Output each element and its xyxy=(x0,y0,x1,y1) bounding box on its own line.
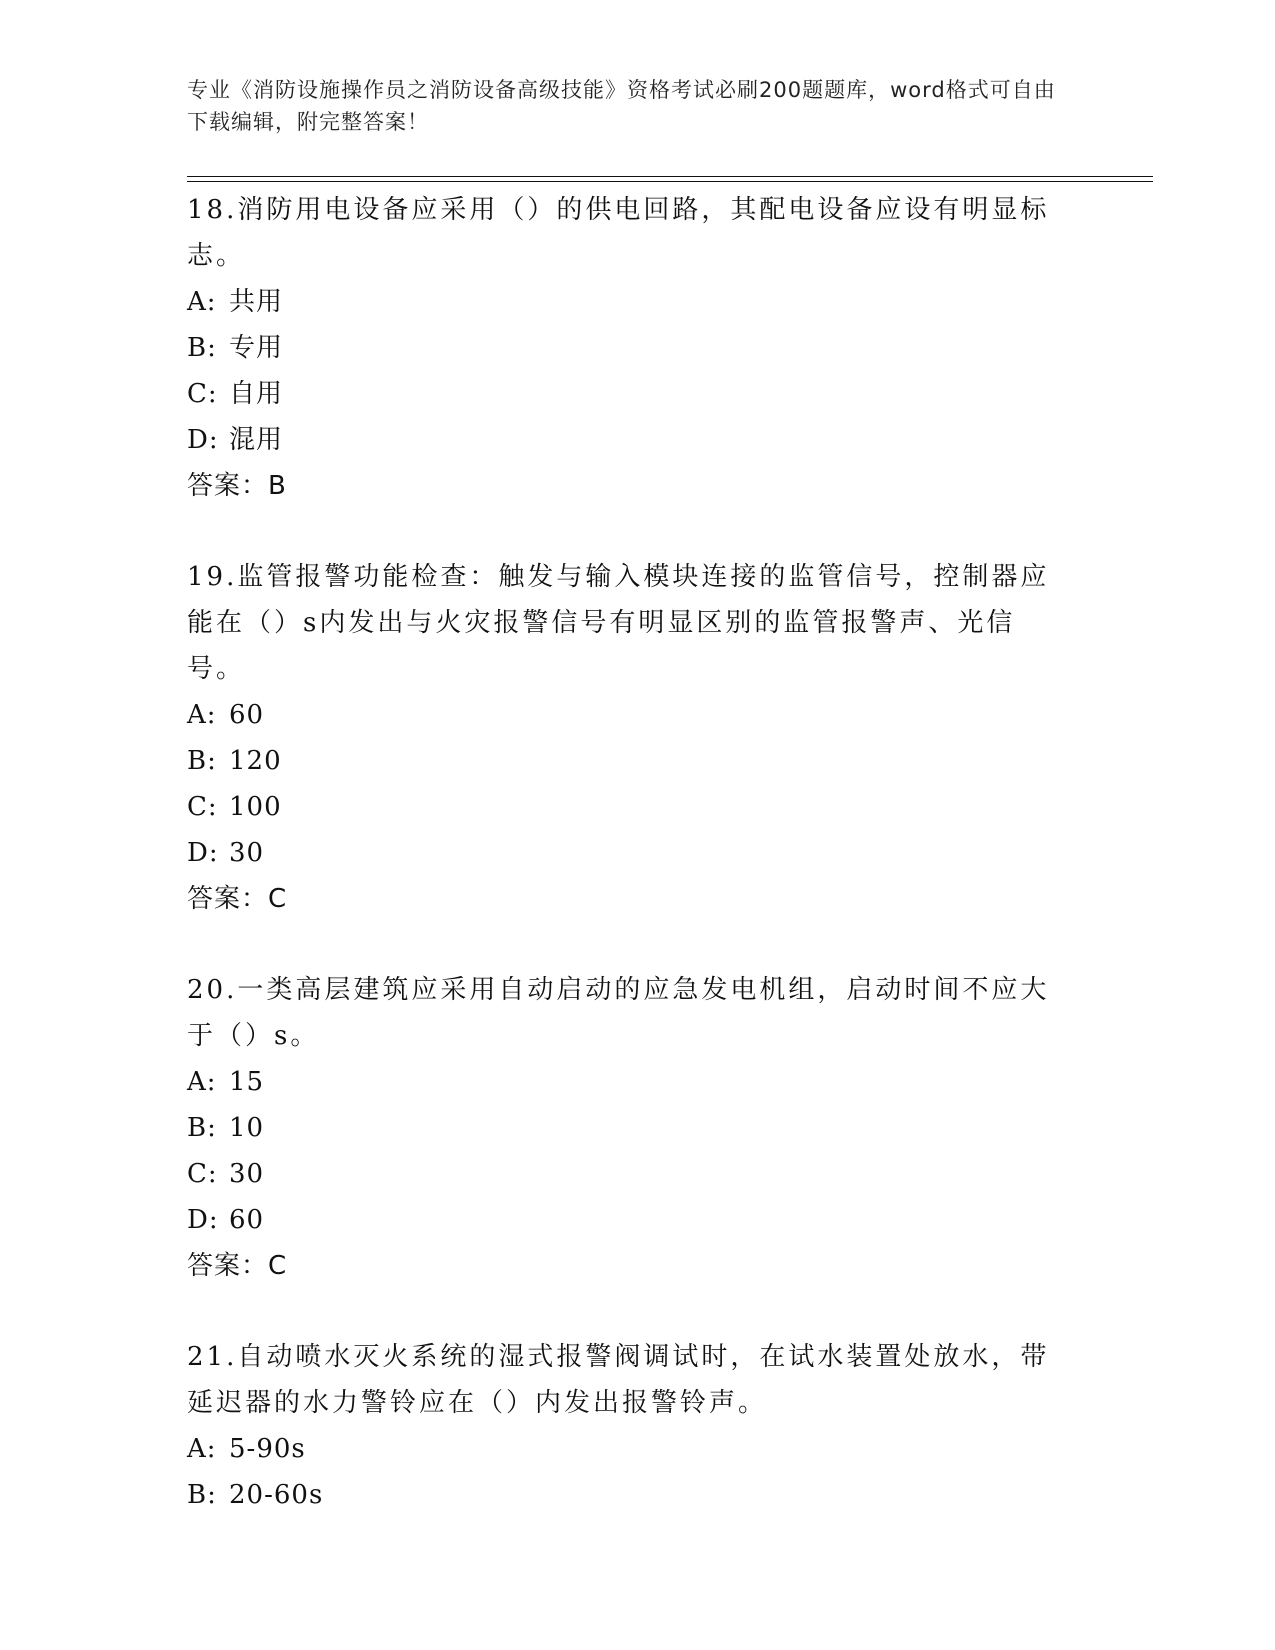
question-19 xyxy=(187,554,1087,922)
option-letter: C: xyxy=(187,1159,218,1189)
option-c xyxy=(187,784,1087,830)
option-text: 20-60s xyxy=(229,1480,324,1510)
option-letter: B: xyxy=(187,1480,217,1510)
option-c xyxy=(187,1151,1087,1197)
question-spacer xyxy=(187,509,1087,554)
option-c xyxy=(187,371,1087,417)
option-letter: D: xyxy=(187,425,219,455)
document-header: 专业《消防设施操作员之消防设备高级技能》资格考试必刷200题题库，word格式可自由下载编辑，附完整答案！ xyxy=(187,78,1056,134)
option-b xyxy=(187,325,1087,371)
option-d xyxy=(187,417,1087,463)
option-text: 15 xyxy=(229,1067,265,1097)
option-text: 自用 xyxy=(229,379,284,409)
option-letter: B: xyxy=(187,746,217,776)
header-divider-top xyxy=(187,176,1153,177)
option-text: 专用 xyxy=(229,333,284,363)
option-a xyxy=(187,1059,1087,1105)
option-text: 100 xyxy=(229,792,282,822)
question-text: 20.一类高层建筑应采用自动启动的应急发电机组，启动时间不应大于（）s。 xyxy=(187,975,1050,1051)
option-letter: C: xyxy=(187,792,218,822)
answer-line: 答案：B xyxy=(187,471,287,501)
option-text: 30 xyxy=(229,838,265,868)
option-a xyxy=(187,1426,1087,1472)
question-20 xyxy=(187,967,1087,1289)
option-text: 120 xyxy=(229,746,282,776)
option-letter: D: xyxy=(187,838,219,868)
option-a xyxy=(187,692,1087,738)
question-text: 19.监管报警功能检查：触发与输入模块连接的监管信号，控制器应能在（）s内发出与火灾报警信号有明显区别的监管报警声、光信号。 xyxy=(187,562,1050,684)
option-text: 共用 xyxy=(229,287,284,317)
option-letter: A: xyxy=(187,700,217,730)
answer-line: 答案：C xyxy=(187,1251,288,1281)
option-letter: A: xyxy=(187,1067,217,1097)
option-text: 60 xyxy=(229,1205,265,1235)
option-b xyxy=(187,1105,1087,1151)
option-text: 5-90s xyxy=(229,1434,306,1464)
option-d xyxy=(187,830,1087,876)
option-letter: A: xyxy=(187,287,217,317)
question-text: 18.消防用电设备应采用（）的供电回路，其配电设备应设有明显标志。 xyxy=(187,195,1050,271)
option-letter: C: xyxy=(187,379,218,409)
option-b xyxy=(187,738,1087,784)
header-divider-bottom xyxy=(187,181,1153,182)
option-a xyxy=(187,279,1087,325)
option-letter: A: xyxy=(187,1434,217,1464)
option-text: 60 xyxy=(229,700,265,730)
answer-line: 答案：C xyxy=(187,884,288,914)
option-letter: D: xyxy=(187,1205,219,1235)
option-d xyxy=(187,1197,1087,1243)
question-list xyxy=(187,187,1087,1518)
option-text: 混用 xyxy=(229,425,284,455)
question-spacer xyxy=(187,1289,1087,1334)
question-text: 21.自动喷水灭火系统的湿式报警阀调试时，在试水装置处放水，带延迟器的水力警铃应在（）内发出报警铃声。 xyxy=(187,1342,1050,1418)
option-text: 10 xyxy=(229,1113,265,1143)
option-text: 30 xyxy=(229,1159,265,1189)
question-21 xyxy=(187,1334,1087,1518)
option-letter: B: xyxy=(187,1113,217,1143)
option-letter: B: xyxy=(187,333,217,363)
question-18 xyxy=(187,187,1087,509)
question-spacer xyxy=(187,922,1087,967)
option-b xyxy=(187,1472,1087,1518)
